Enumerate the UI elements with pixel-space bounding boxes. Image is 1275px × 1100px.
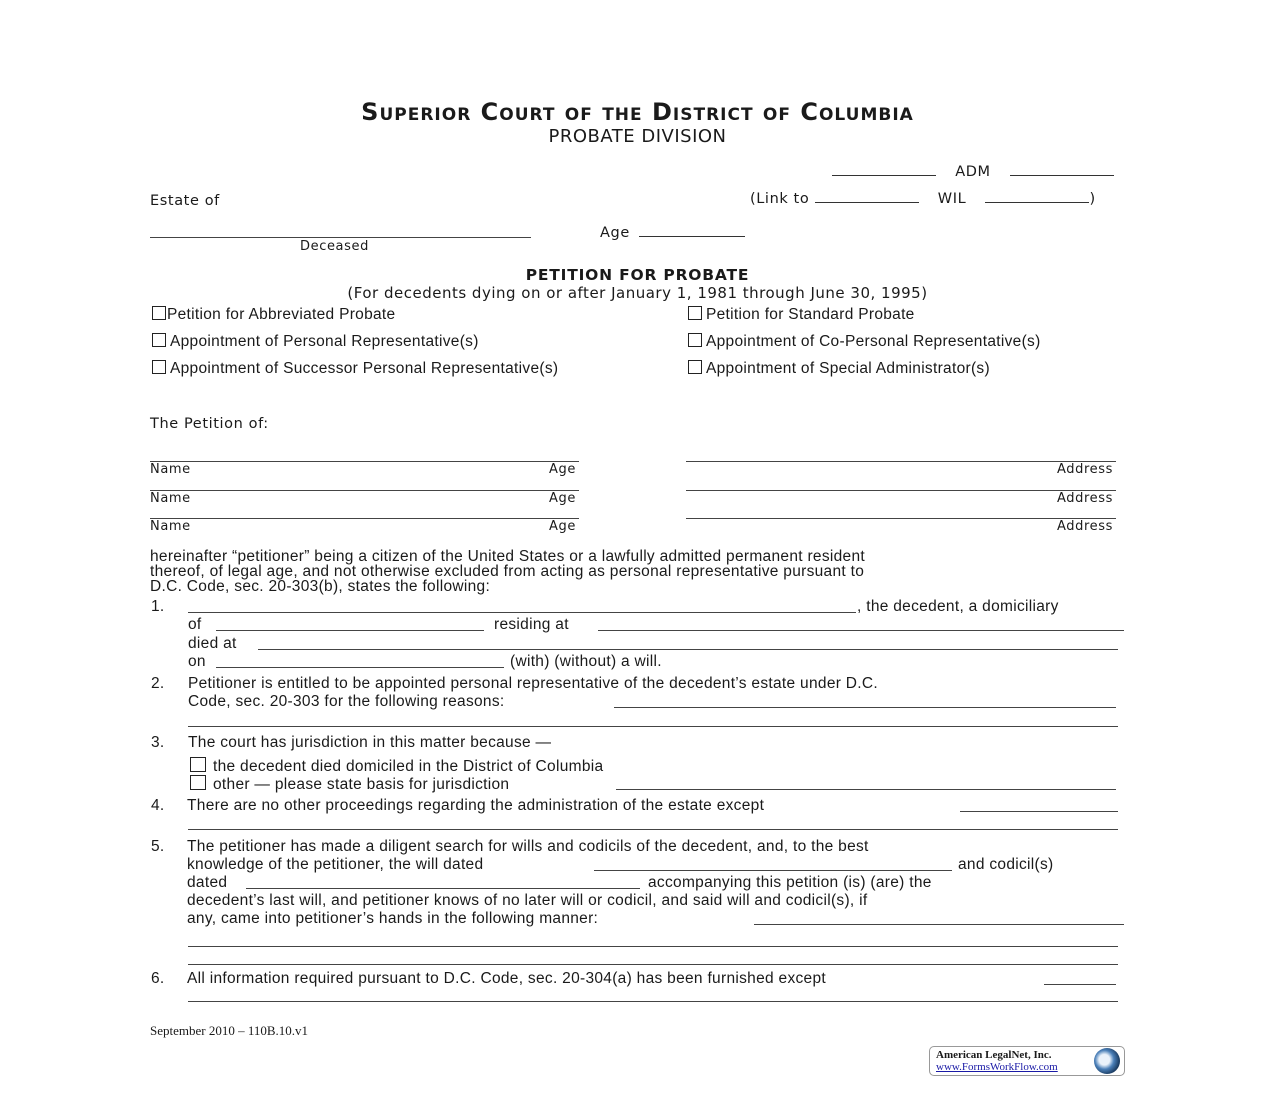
wil-number-field[interactable] — [985, 190, 1089, 203]
adm-row — [832, 163, 1114, 180]
age-label: Age — [600, 225, 630, 241]
option-label: Appointment of Personal Representative(s) — [170, 333, 479, 350]
on-label: on — [188, 653, 206, 670]
court-title — [0, 98, 1275, 126]
petitioner-3-address-field[interactable] — [686, 518, 1116, 519]
petitioner-1-address-field[interactable] — [686, 461, 1116, 462]
address-label: Address — [1057, 462, 1113, 477]
option-abbreviated-probate[interactable] — [152, 306, 395, 324]
link-close: ) — [1089, 191, 1096, 207]
information-exception-field-1[interactable] — [1044, 984, 1116, 985]
form-id: September 2010 – 110B.10.v1 — [150, 1023, 309, 1038]
proceedings-field-1[interactable] — [960, 811, 1118, 812]
item-5-line-1: The petitioner has made a diligent search for wills and codicils of the decedent, and, to the best — [187, 838, 869, 855]
checkbox[interactable] — [152, 306, 166, 320]
information-exception-field-2[interactable] — [188, 1001, 1118, 1002]
petitioner-2-address-field[interactable] — [686, 490, 1116, 491]
petitioner-2-name-field[interactable] — [150, 490, 579, 491]
checkbox[interactable] — [152, 360, 166, 374]
jurisdiction-domiciled-option[interactable] — [190, 757, 603, 776]
option-successor-representative[interactable] — [152, 360, 558, 378]
item-5-line-2a: knowledge of the petitioner, the will dated — [187, 856, 484, 873]
proceedings-field-2[interactable] — [188, 829, 1118, 830]
option-label: Petition for Abbreviated Probate — [167, 306, 396, 323]
name-label: Name — [150, 491, 191, 506]
link-label: (Link to — [750, 191, 810, 207]
reasons-field-1[interactable] — [614, 707, 1116, 708]
item-2-line-2: Code, sec. 20-303 for the following reasons: — [188, 693, 505, 710]
item-6-line-1: All information required pursuant to D.C. Code, sec. 20-304(a) has been furnished except — [187, 970, 826, 987]
wil-label: WIL — [937, 191, 967, 207]
with-without-will-label: (with) (without) a will. — [510, 653, 662, 670]
option-label: the decedent died domiciled in the District of Columbia — [213, 758, 604, 775]
manner-field-3[interactable] — [188, 964, 1118, 965]
codicil-date-field[interactable] — [246, 888, 640, 889]
option-label: Appointment of Successor Personal Representative(s) — [170, 360, 559, 377]
item-4-line-1: There are no other proceedings regarding the administration of the estate except — [187, 797, 765, 814]
checkbox[interactable] — [190, 775, 206, 790]
date-of-death-field[interactable] — [216, 667, 504, 668]
domiciliary-of-label: of — [188, 616, 202, 633]
intro-line-1: hereinafter “petitioner” being a citizen of the United States or a lawfully admitted permanent resident — [150, 548, 865, 565]
address-label: Address — [1057, 491, 1113, 506]
petitioner-1-name-field[interactable] — [150, 461, 579, 462]
age-row — [600, 224, 745, 241]
jurisdiction-basis-field[interactable] — [616, 789, 1116, 790]
item-5-line-4: decedent’s last will, and petitioner knows of no later will or codicil, and said will and codicil(s), if — [187, 892, 868, 909]
died-at-label: died at — [188, 635, 237, 652]
option-co-personal-representative[interactable] — [688, 333, 1041, 351]
item-5-line-5: any, came into petitioner’s hands in the following manner: — [187, 910, 599, 927]
item-5-line-2b: and codicil(s) — [958, 856, 1054, 873]
option-special-administrator[interactable] — [688, 360, 990, 378]
age-label: Age — [549, 462, 576, 477]
died-at-field[interactable] — [258, 649, 1118, 650]
adm-label: ADM — [955, 164, 991, 180]
age-label: Age — [549, 519, 576, 534]
manner-field-2[interactable] — [188, 946, 1118, 947]
option-label: Appointment of Co-Personal Representative(s) — [706, 333, 1041, 350]
item-4-number: 4. — [151, 797, 165, 814]
residing-at-label: residing at — [494, 616, 569, 633]
option-standard-probate[interactable] — [688, 306, 915, 324]
logo-company-name: American LegalNet, Inc. — [936, 1049, 1052, 1061]
petition-title: PETITION FOR PROBATE — [525, 266, 750, 284]
residing-at-field[interactable] — [598, 630, 1124, 631]
item-5-line-3b: accompanying this petition (is) (are) the — [648, 874, 932, 891]
petition-subtitle: (For decedents dying on or after January 1, 1981 through June 30, 1995) — [347, 284, 928, 302]
item-6-number: 6. — [151, 970, 165, 987]
link-row — [750, 190, 1096, 207]
address-label: Address — [1057, 519, 1113, 534]
option-personal-representative[interactable] — [152, 333, 479, 351]
item-2-line-1: Petitioner is entitled to be appointed personal representative of the decedent’s estate under D.C. — [188, 675, 879, 692]
checkbox[interactable] — [688, 333, 702, 347]
decedent-name-field[interactable] — [188, 612, 856, 613]
court-title-text: Superior Court of the District of Columbia — [361, 98, 914, 126]
will-date-field[interactable] — [594, 870, 952, 871]
manner-field-1[interactable] — [754, 924, 1124, 925]
link-prefix-field[interactable] — [815, 190, 919, 203]
petition-of-heading: The Petition of: — [150, 416, 269, 432]
item-2-number: 2. — [151, 675, 165, 692]
jurisdiction-other-option[interactable] — [190, 775, 509, 794]
intro-line-3: D.C. Code, sec. 20-303(b), states the following: — [150, 578, 491, 595]
item-5-number: 5. — [151, 838, 165, 855]
checkbox[interactable] — [152, 333, 166, 347]
reasons-field-2[interactable] — [188, 726, 1118, 727]
name-label: Name — [150, 462, 191, 477]
adm-number-field[interactable] — [1010, 163, 1114, 176]
division-title: PROBATE DIVISION — [548, 126, 727, 147]
adm-prefix-field[interactable] — [832, 163, 936, 176]
petitioner-3-name-field[interactable] — [150, 518, 579, 519]
checkbox[interactable] — [688, 306, 702, 320]
globe-icon — [1094, 1048, 1120, 1074]
checkbox[interactable] — [688, 360, 702, 374]
domiciliary-field[interactable] — [216, 630, 484, 631]
deceased-label: Deceased — [300, 239, 369, 254]
item-5-line-3a: dated — [187, 874, 228, 891]
item-3-line-1: The court has jurisdiction in this matter because — — [188, 734, 552, 751]
intro-line-2: thereof, of legal age, and not otherwise excluded from acting as personal representative pursuant to — [150, 563, 865, 580]
deceased-name-field[interactable] — [150, 237, 531, 238]
option-label: Appointment of Special Administrator(s) — [706, 360, 990, 377]
deceased-age-field[interactable] — [639, 224, 745, 237]
estate-of-label: Estate of — [150, 193, 220, 209]
item-1-number: 1. — [151, 598, 165, 615]
item-3-number: 3. — [151, 734, 165, 751]
legalnet-logo[interactable] — [929, 1046, 1125, 1076]
item-1-text: , the decedent, a domiciliary — [857, 598, 1059, 615]
name-label: Name — [150, 519, 191, 534]
option-label: Petition for Standard Probate — [706, 306, 915, 323]
option-label: other — please state basis for jurisdiction — [213, 776, 510, 793]
checkbox[interactable] — [190, 757, 206, 772]
age-label: Age — [549, 491, 576, 506]
logo-url-link[interactable]: www.FormsWorkFlow.com — [936, 1061, 1058, 1073]
